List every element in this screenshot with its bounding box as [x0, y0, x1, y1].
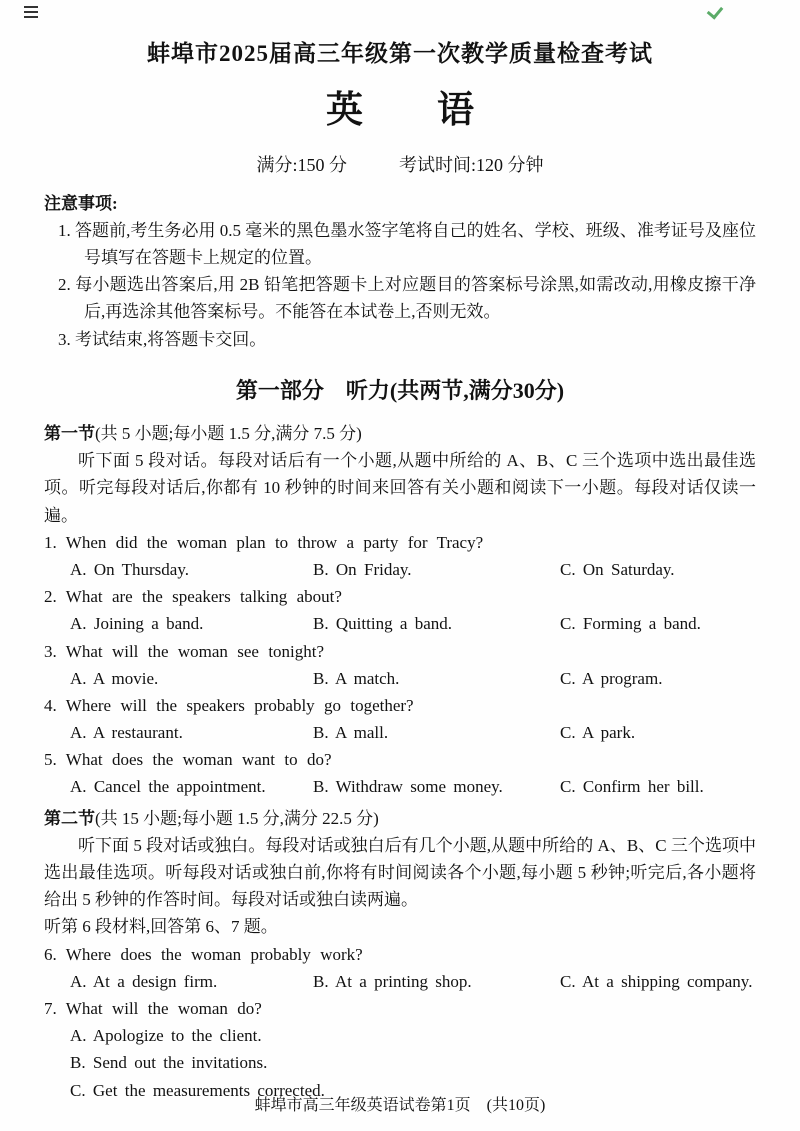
question-3	[44, 638, 756, 692]
section1-instructions: 听下面 5 段对话。每段对话后有一个小题,从题中所给的 A、B、C 三个选项中选出最佳选项。听完每段对话后,你都有 10 秒钟的时间来回答有关小题和阅读下一小题。每段对话仅读一遍。	[44, 451, 756, 525]
section2-title-detail: (共 15 小题;每小题 1.5 分,满分 22.5 分)	[95, 808, 379, 828]
question-5-option-a: A. Cancel the appointment.	[70, 777, 266, 797]
question-1-option-c: C. On Saturday.	[560, 559, 675, 579]
question-7-option-c: C. Get the measurements corrected.	[70, 1080, 325, 1100]
question-5-options	[44, 773, 756, 800]
question-6-option-b: B. At a printing shop.	[313, 971, 472, 991]
question-2-option-b: B. Quitting a band.	[313, 614, 453, 634]
notice-section	[44, 190, 756, 353]
material-note-6-7: 听第 6 段材料,回答第 6、7 题。	[44, 917, 278, 937]
notice-item-3: 3. 考试结束,将答题卡交回。	[58, 329, 267, 349]
question-3-option-a: A. A movie.	[70, 668, 159, 688]
section1-title: 第一节	[44, 424, 95, 443]
question-7	[44, 995, 756, 1104]
question-3-text: 3. What will the woman see tonight?	[44, 641, 325, 661]
question-5	[44, 746, 756, 800]
section2-title: 第二节	[44, 808, 95, 828]
question-4-text: 4. Where will the speakers probably go together?	[44, 695, 414, 715]
question-4-option-c: C. A park.	[560, 723, 636, 743]
question-2-text: 2. What are the speakers talking about?	[44, 587, 342, 607]
question-4-option-b: B. A mall.	[313, 723, 389, 743]
exam-subject: 英 语	[326, 89, 474, 131]
question-3-option-b: B. A match.	[313, 668, 400, 688]
duration-label: 考试时间:120 分钟	[399, 154, 544, 175]
notice-item-1: 1. 答题前,考生务必用 0.5 毫米的黑色墨水签字笔将自己的姓名、学校、班级、准考证号及座位号填写在答题卡上规定的位置。	[58, 220, 756, 268]
question-3-options	[44, 665, 756, 692]
question-4-option-a: A. A restaurant.	[70, 723, 183, 743]
section2-instructions: 听下面 5 段对话或独白。每段对话或独白后有几个小题,从题中所给的 A、B、C 三个选项中选出最佳选项。听每段对话或独白前,你将有时间阅读各个小题,每小题 5 秒钟;听完后,各小题将给出 5 秒钟的作答时间。每段对话或独白读两遍。	[44, 835, 756, 910]
question-7-text: 7. What will the woman do?	[44, 998, 262, 1018]
full-score-label: 满分:150 分	[256, 154, 347, 175]
question-6-text: 6. Where does the woman probably work?	[44, 944, 363, 964]
question-6	[44, 941, 756, 995]
exam-title: 蚌埠市2025届高三年级第一次教学质量检查考试	[147, 41, 653, 66]
question-1-option-b: B. On Friday.	[313, 559, 412, 579]
question-1-text: 1. When did the woman plan to throw a party for Tracy?	[44, 532, 484, 552]
notice-heading: 注意事项:	[44, 193, 118, 213]
question-2-options	[44, 610, 756, 637]
section1-heading	[44, 420, 756, 447]
question-4	[44, 692, 756, 746]
question-7-option-b: B. Send out the invitations.	[70, 1053, 268, 1073]
part1-heading: 第一部分 听力(共两节,满分30分)	[235, 377, 565, 403]
question-6-options	[44, 968, 756, 995]
section1-title-detail: (共 5 小题;每小题 1.5 分,满分 7.5 分)	[95, 424, 362, 443]
question-5-option-c: C. Confirm her bill.	[560, 777, 704, 797]
question-6-option-a: A. At a design firm.	[70, 971, 218, 991]
question-1-options	[44, 556, 756, 583]
notice-item-2: 2. 每小题选出答案后,用 2B 铅笔把答题卡上对应题目的答案标号涂黑,如需改动,用橡皮擦干净后,再选涂其他答案标号。不能答在本试卷上,否则无效。	[58, 275, 756, 322]
question-6-option-c: C. At a shipping company.	[560, 971, 753, 991]
page-footer: 蚌埠市高三年级英语试卷第1页 (共10页)	[254, 1097, 546, 1115]
question-3-option-c: C. A program.	[560, 668, 663, 688]
print-mark-left-icon	[24, 6, 38, 21]
question-5-text: 5. What does the woman want to do?	[44, 750, 332, 770]
score-line	[44, 151, 756, 180]
question-5-option-b: B. Withdraw some money.	[313, 777, 503, 797]
question-7-option-a: A. Apologize to the client.	[70, 1026, 262, 1046]
section2-heading	[44, 805, 756, 832]
question-2	[44, 583, 756, 637]
question-2-option-a: A. Joining a band.	[70, 614, 204, 634]
question-1-option-a: A. On Thursday.	[70, 559, 189, 579]
question-2-option-c: C. Forming a band.	[560, 614, 701, 634]
question-1	[44, 529, 756, 583]
question-4-options	[44, 719, 756, 746]
